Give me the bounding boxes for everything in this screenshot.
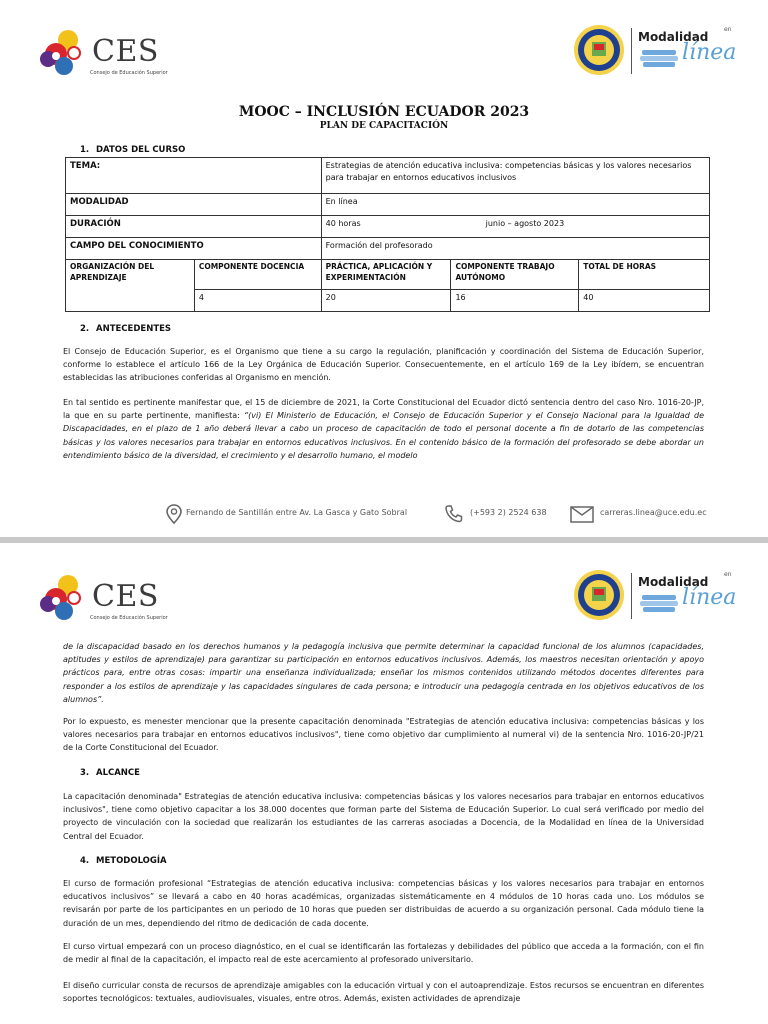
header-divider xyxy=(631,573,632,619)
ces-logo-text: CES xyxy=(92,579,159,614)
table-row xyxy=(66,158,710,194)
section-number: 3. xyxy=(80,768,90,778)
paragraph-quote-continuation xyxy=(63,640,704,706)
modalidad-en-text: en xyxy=(724,571,732,578)
modalidad-linea-text: línea xyxy=(682,585,737,610)
header-divider xyxy=(631,28,632,74)
duracion-value xyxy=(321,216,709,238)
tema-value: Estrategias de atención educativa inclusiva: competencias básicas y los valores necesarios para trabajar en entornos educativos inclusivos xyxy=(321,158,709,194)
paragraph-metodologia-3: El diseño curricular consta de recursos de aprendizaje amigables con la educación virtual y con el autoaprendizaje. Estos recursos se encuentran en diferentes soportes tecnológicos: textuales, audiovisuales, visuales, entre otros. Además, existen actividades de aprendizaje xyxy=(63,981,704,1004)
header-cell: COMPONENTE DOCENCIA xyxy=(194,260,321,290)
paragraph-alcance: La capacitación denominada" Estrategias de atención educativa inclusiva: competencias básicas y los valores necesarios para trabajar en entornos educativos inclusivos", tiene como objetivo capacitar a los 38.000 docentes que forman parte del Sistema de Educación Superior. Lo cual será verificado por medio del proyecto de vinculación con la sociedad que realizarán los estudiantes de las carreras asociadas a Docencia, de la Modalidad en línea de la Universidad Central del Ecuador. xyxy=(63,792,704,841)
ces-logo xyxy=(34,571,184,627)
section-number: 1. xyxy=(80,145,90,155)
ces-logo-subtitle: Consejo de Educación Superior xyxy=(90,615,168,621)
paragraph-antecedentes-1: El Consejo de Educación Superior, es el Organismo que tiene a su cargo la regulación, planificación y coordinación del Sistema de Educación Superior, conforme lo establece el artículo 166 de la Ley Orgánica de Educación Superior. Consecuentemente, en el artículo 169 de la Ley ibídem, se encuentran establecidas las atribuciones conferidas al Organismo en mención. xyxy=(63,347,704,383)
modalidad-en-linea-logo xyxy=(638,28,748,74)
paragraph-metodologia-1: El curso de formación profesional “Estrategias de atención educativa inclusiva: competencias básicas y los valores necesarios para trabajar en entornos educativos inclusivos” se llevará a cabo en 40 horas académicas, organizadas sistemáticamente en 4 módulos de 10 horas cada uno. Los módulos se revisarán por parte de los participantes en un periodo de 10 horas que pueden ser distribuidas de acuerdo a su organización personal. Cada módulo tiene la duración de un mes, dependiendo del ritmo de dedicación de cada docente. xyxy=(63,879,704,928)
page-header xyxy=(0,543,768,623)
section-heading-metodologia xyxy=(80,856,167,866)
quote-text: “(vi) El Ministerio de Educación, el Consejo de Educación Superior y el Consejo Nacional para la Igualdad de Discapacidades, en el plazo de 1 año deberá llevar a cabo un proceso de capacitación de todo el personal docente a fin de dotarlo de las competencias básicas y los valores necesarios para trabajar en entornos educativos inclusivos. En el contenido básico de la formación del profesorado se debe abordar un entendimiento básico de la diversidad, el crecimiento y el desarrollo humano, el modelo xyxy=(63,411,705,460)
section-heading-datos xyxy=(80,145,185,155)
section-number: 2. xyxy=(80,324,90,334)
campo-value: Formación del profesorado xyxy=(321,238,709,260)
modalidad-text: Modalidad xyxy=(638,30,709,44)
location-pin-icon xyxy=(166,504,182,524)
email-icon xyxy=(570,506,594,523)
ces-emblem-icon xyxy=(34,26,94,82)
modalidad-linea-text: línea xyxy=(682,40,737,65)
section-heading-alcance xyxy=(80,768,140,778)
value-cell: 40 xyxy=(579,290,710,312)
modalidad-en-text: en xyxy=(724,26,732,33)
table-row xyxy=(66,216,710,238)
header-cell: COMPONENTE TRABAJO AUTÓNOMO xyxy=(451,260,579,290)
duracion-label: DURACIÓN xyxy=(66,216,322,238)
books-icon xyxy=(640,591,680,615)
section-title: ANTECEDENTES xyxy=(96,324,172,334)
value-cell: 4 xyxy=(194,290,321,312)
section-title: ALCANCE xyxy=(96,768,140,778)
paragraph-antecedentes-3: Por lo expuesto, es menester mencionar que la presente capacitación denominada "Estrategias de atención educativa inclusiva: competencias básicas y los valores necesarios para trabajar en entornos educativos inclusivos", tiene como objetivo dar cumplimiento al numeral vi) de la sentencia Nro. 1016-20-JP/21 de la Corte Constitucional del Ecuador. xyxy=(63,717,704,753)
section-heading-antecedentes xyxy=(80,324,171,334)
document-subtitle: PLAN DE CAPACITACIÓN xyxy=(319,121,449,131)
campo-label: CAMPO DEL CONOCIMIENTO xyxy=(66,238,322,260)
header-cell: PRÁCTICA, APLICACIÓN Y EXPERIMENTACIÓN xyxy=(321,260,451,290)
page-footer xyxy=(0,496,768,536)
ces-logo-text: CES xyxy=(92,34,159,69)
page-header xyxy=(0,0,768,80)
section-title: DATOS DEL CURSO xyxy=(96,145,186,155)
section-number: 4. xyxy=(80,856,90,866)
paragraph-metodologia-2: El curso virtual empezará con un proceso diagnóstico, en el cual se identificarán las fortalezas y debilidades del público que acceda a la formación, con el fin de medir al final de la capacitación, el impacto real de este acercamiento al profesorado universitario. xyxy=(63,942,704,965)
phone-icon xyxy=(444,504,464,524)
value-cell: 16 xyxy=(451,290,579,312)
table-row xyxy=(66,238,710,260)
ces-emblem-icon xyxy=(34,571,94,627)
footer-address: Fernando de Santillán entre Av. La Gasca y Gato Sobral xyxy=(186,508,408,517)
footer-phone: (+593 2) 2524 638 xyxy=(470,508,547,517)
organizacion-label: ORGANIZACIÓN DEL APRENDIZAJE xyxy=(66,260,195,312)
modalidad-text: Modalidad xyxy=(638,575,709,589)
value-cell: 20 xyxy=(321,290,451,312)
university-seal-icon xyxy=(573,24,625,76)
table-row xyxy=(66,194,710,216)
page-2 xyxy=(0,543,768,1024)
quote-text: de la discapacidad basado en los derechos humanos y la pedagogía inclusiva que permite determinar la capacidad funcional de los alumnos (capacidades, aptitudes y estilos de aprendizaje) para garantizar su participación en entornos educativos inclusivos. Además, los maestros necesitan orientación y apoyo prácticos para, entre otras cosas: impartir una enseñanza individualizada; enseñar los mismos contenidos utilizando métodos docentes diferentes para responder a los estilos de aprendizaje y las capacidades singulares de cada persona; e introducir una pedagogía centrada en los objetivos educativos de los alumnos”. xyxy=(63,642,704,704)
duracion-dates: junio – agosto 2023 xyxy=(485,219,565,228)
duracion-hours: 40 horas xyxy=(325,219,361,228)
ces-logo xyxy=(34,26,184,82)
table-row xyxy=(66,260,710,290)
university-seal-icon xyxy=(573,569,625,621)
books-icon xyxy=(640,46,680,70)
paragraph-text: En tal sentido es pertinente manifestar que, el 15 de diciembre de 2021, la Corte Constitucional del Ecuador dictó sentencia dentro del caso Nro. 1016-20-JP, la que en su parte pertinente, manifiesta: xyxy=(63,398,704,421)
footer-email: carreras.linea@uce.edu.ec xyxy=(600,508,707,517)
ces-logo-subtitle: Consejo de Educación Superior xyxy=(90,70,168,76)
document-title: MOOC – INCLUSIÓN ECUADOR 2023 xyxy=(238,104,530,120)
modalidad-en-linea-logo xyxy=(638,573,748,619)
header-cell: TOTAL DE HORAS xyxy=(579,260,710,290)
course-data-table xyxy=(65,157,710,312)
section-title: METODOLOGÍA xyxy=(96,856,167,866)
tema-label: TEMA: xyxy=(66,158,322,194)
modalidad-label: MODALIDAD xyxy=(66,194,322,216)
paragraph-antecedentes-2 xyxy=(63,396,704,462)
modalidad-value: En línea xyxy=(321,194,709,216)
